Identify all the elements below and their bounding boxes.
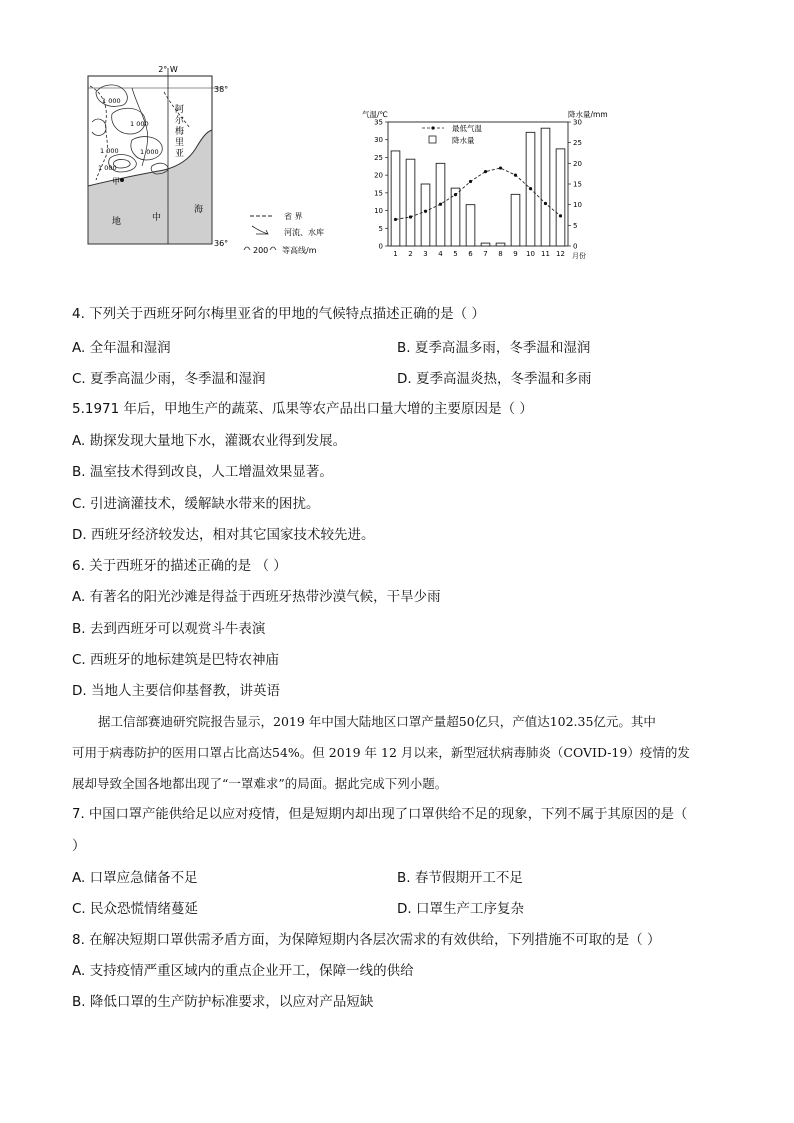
svg-text:阿: 阿 — [175, 105, 185, 115]
q8-option-a[interactable]: A. 支持疫情严重区域内的重点企业开工，保障一线的供给 — [72, 963, 414, 979]
left-ticks — [374, 119, 388, 251]
left-axis-label: 气温/℃ — [362, 110, 388, 119]
svg-text:尔: 尔 — [175, 116, 185, 126]
temp-point — [424, 210, 427, 213]
legend-label-border: 省 界 — [284, 212, 303, 221]
x-tick-label: 12 — [556, 250, 565, 258]
q7-option-a[interactable]: A. 口罩应急储备不足 — [72, 870, 198, 886]
x-tick-label: 2 — [408, 250, 413, 258]
q6-option-c[interactable]: C. 西班牙的地标建筑是巴特农神庙 — [72, 652, 280, 668]
x-tick-label: 7 — [483, 250, 488, 258]
temp-point — [454, 193, 457, 196]
temp-point — [514, 174, 517, 177]
question-4: 4. 下列关于西班牙阿尔梅里亚省的甲地的气候特点描述正确的是（ ） — [72, 306, 485, 322]
svg-text:1 000: 1 000 — [140, 148, 159, 156]
left-tick-label: 35 — [374, 118, 383, 127]
svg-text:梅: 梅 — [175, 127, 185, 137]
svg-text:亚: 亚 — [175, 149, 185, 159]
precip-bars — [391, 128, 565, 246]
right-axis-label: 降水量/mm — [568, 110, 608, 119]
lat-bottom-label: 36° — [214, 239, 229, 248]
q7-option-c[interactable]: C. 民众恐慌情绪蔓延 — [72, 901, 199, 917]
temp-point — [409, 215, 412, 218]
left-tick-label: 30 — [374, 136, 383, 145]
reading-passage — [72, 706, 722, 799]
legend-precip: 降水量 — [452, 136, 475, 145]
region-name — [175, 104, 184, 159]
lat-top-label: 38° — [214, 85, 229, 94]
temp-point — [394, 218, 397, 221]
x-tick-label: 4 — [438, 250, 443, 258]
legend-label-contour: 等高线/m — [282, 246, 317, 255]
q5-option-d[interactable]: D. 西班牙经济较发达，相对其它国家技术较先进。 — [72, 527, 375, 543]
temp-point — [469, 180, 472, 183]
left-tick-label: 10 — [374, 207, 383, 216]
place-marker — [120, 178, 124, 182]
svg-text:地: 地 — [112, 217, 122, 227]
q4-option-c[interactable]: C. 夏季高温少雨，冬季温和湿润 — [72, 371, 266, 387]
precip-bar — [496, 243, 505, 246]
left-tick-label: 0 — [378, 242, 383, 251]
legend-label-river: 河流、水库 — [284, 228, 324, 237]
temp-point — [529, 187, 532, 190]
temp-point — [439, 203, 442, 206]
climate-chart — [360, 108, 622, 260]
q4-option-a[interactable]: A. 全年温和湿润 — [72, 340, 171, 356]
svg-text:海: 海 — [194, 205, 204, 215]
temp-point — [544, 202, 547, 205]
svg-text:里: 里 — [175, 138, 185, 148]
spain-region-map — [72, 62, 342, 262]
left-tick-label: 15 — [374, 189, 383, 198]
left-tick-label: 5 — [378, 224, 383, 233]
legend-contour-value: 200 — [253, 246, 269, 255]
q6-option-b[interactable]: B. 去到西班牙可以观赏斗牛表演 — [72, 621, 266, 637]
q5-option-a[interactable]: A. 勘探发现大量地下水，灌溉农业得到发展。 — [72, 433, 347, 449]
legend-temp: 最低气温 — [452, 124, 482, 133]
temp-point — [499, 166, 502, 169]
right-tick-label: 20 — [573, 159, 582, 168]
question-7-cont: ） — [72, 838, 86, 854]
precip-bar — [481, 243, 490, 246]
map-legend — [244, 211, 324, 255]
right-tick-label: 25 — [573, 139, 582, 148]
right-tick-label: 10 — [573, 201, 582, 210]
x-tick-label: 11 — [541, 250, 550, 258]
q5-option-b[interactable]: B. 温室技术得到改良，人工增温效果显著。 — [72, 464, 333, 480]
x-axis-label: 月份 — [572, 252, 586, 260]
precip-bar — [466, 205, 475, 246]
x-tick-label: 5 — [453, 250, 458, 258]
x-tick-label: 9 — [513, 250, 518, 258]
chart-legend — [422, 123, 482, 145]
right-ticks — [568, 119, 582, 251]
right-tick-label: 0 — [573, 242, 578, 251]
x-tick-label: 10 — [526, 250, 535, 258]
question-8: 8. 在解决短期口罩供需矛盾方面，为保障短期内各层次需求的有效供给，下列措施不可取的是（ ） — [72, 932, 661, 948]
question-6: 6. 关于西班牙的描述正确的是 （ ） — [72, 558, 287, 574]
right-tick-label: 5 — [573, 221, 578, 230]
q7-option-b[interactable]: B. 春节假期开工不足 — [397, 870, 523, 886]
lon-label: 2° W — [158, 65, 178, 74]
question-5: 5.1971 年后，甲地生产的蔬菜、瓜果等农产品出口量大增的主要原因是（ ） — [72, 401, 533, 417]
svg-text:中: 中 — [152, 213, 162, 223]
precip-bar — [541, 128, 550, 246]
passage-line-3: 展却导致全国各地都出现了“一罩难求”的局面。据此完成下列小题。 — [72, 776, 448, 791]
passage-line-2: 可用于病毒防护的医用口罩占比高达54%。但 2019 年 12 月以来，新型冠状病毒肺炎（COVID-19）疫情的发 — [72, 745, 690, 760]
right-tick-label: 15 — [573, 180, 582, 189]
x-ticks — [393, 250, 565, 258]
precip-bar — [406, 159, 415, 246]
temp-point — [559, 214, 562, 217]
x-tick-label: 8 — [498, 250, 503, 258]
svg-text:1 000: 1 000 — [98, 164, 117, 172]
question-7: 7. 中国口罩产能供给足以应对疫情，但是短期内却出现了口罩供给不足的现象，下列不属于其原因的是（ — [72, 807, 688, 822]
temp-polyline — [396, 168, 561, 219]
legend-river-icon — [252, 226, 268, 234]
left-tick-label: 20 — [374, 171, 383, 180]
precip-bar — [421, 184, 430, 246]
q6-option-a[interactable]: A. 有著名的阳光沙滩是得益于西班牙热带沙漠气候，干旱少雨 — [72, 589, 441, 605]
q7-option-d[interactable]: D. 口罩生产工序复杂 — [397, 901, 524, 917]
q4-option-b[interactable]: B. 夏季高温多雨，冬季温和湿润 — [397, 340, 591, 356]
right-tick-label: 30 — [573, 118, 582, 127]
temperature-line — [394, 166, 562, 221]
svg-text:1 000: 1 000 — [130, 120, 149, 128]
svg-text:1 000: 1 000 — [102, 97, 121, 105]
q4-option-d[interactable]: D. 夏季高温炎热，冬季温和多雨 — [397, 371, 592, 387]
q5-option-c[interactable]: C. 引进滴灌技术，缓解缺水带来的困扰。 — [72, 496, 320, 512]
precip-bar — [511, 194, 520, 246]
x-tick-label: 6 — [468, 250, 473, 258]
q8-option-b[interactable]: B. 降低口罩的生产防护标准要求，以应对产品短缺 — [72, 994, 374, 1010]
place-label: 甲 — [112, 177, 120, 186]
passage-line-1: 据工信部赛迪研究院报告显示，2019 年中国大陆地区口罩产量超50亿只，产值达102.35亿元。其中 — [98, 714, 656, 729]
precip-bar — [391, 151, 400, 246]
temp-point — [484, 170, 487, 173]
x-tick-label: 1 — [393, 250, 398, 258]
left-tick-label: 25 — [374, 153, 383, 162]
svg-text:1 000: 1 000 — [100, 147, 119, 155]
q6-option-d[interactable]: D. 当地人主要信仰基督教，讲英语 — [72, 683, 280, 699]
precip-bar — [556, 149, 565, 246]
x-tick-label: 3 — [423, 250, 428, 258]
